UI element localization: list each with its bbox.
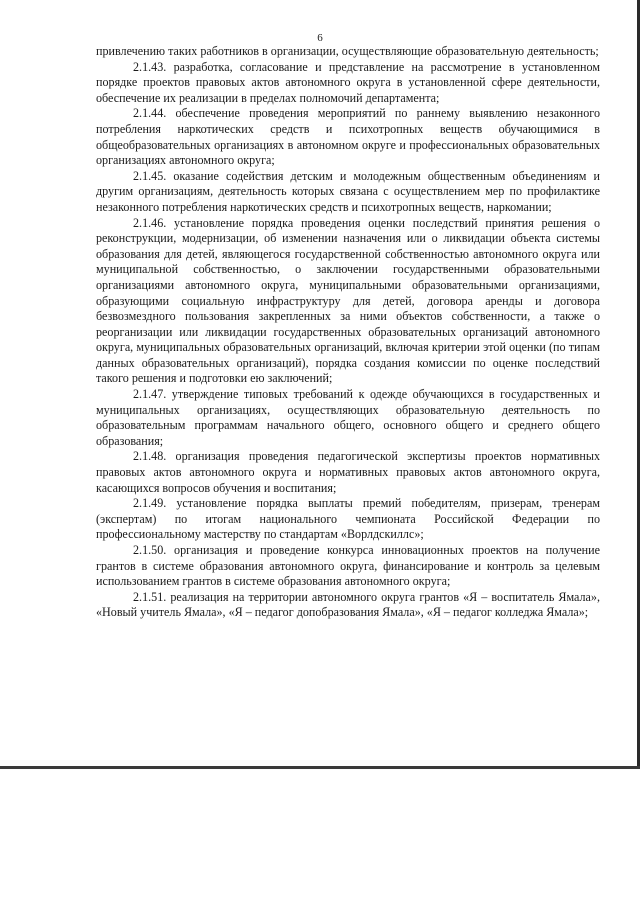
paragraph-continuation: привлечению таких работников в организации, осуществляющие образовательную деятельность; — [96, 44, 599, 58]
paragraph-2-1-44: 2.1.44. обеспечение проведения мероприятий по раннему выявлению незаконного потребления наркотических средств и психотропных веществ обучающимися в общеобразовательных организациях в автономном округе и профессиональных образовательных организациях автономного округа; — [96, 106, 600, 168]
scan-edge-bottom — [0, 766, 640, 769]
page-number: 6 — [317, 32, 323, 44]
paragraph-2-1-49: 2.1.49. установление порядка выплаты премий победителям, призерам, тренерам (экспертам) по итогам национального чемпионата Российской Федерации по профессиональному мастерству по стандартам «Ворлдскиллс»; — [96, 496, 600, 542]
paragraph-2-1-47: 2.1.47. утверждение типовых требований к одежде обучающихся в государственных и муниципальных организациях, осуществляющих образовательную деятельность по образовательным программам начального общего, основного общего и среднего общего образования; — [96, 387, 600, 448]
paragraph-2-1-43: 2.1.43. разработка, согласование и представление на рассмотрение в установленном порядке проектов правовых актов автономного округа в установленной сфере деятельности, обеспечение их реализации в пределах полномочий департамента; — [96, 59, 600, 105]
document-body — [96, 44, 600, 621]
paragraph-2-1-46: 2.1.46. установление порядка проведения оценки последствий принятия решения о реконструкции, модернизации, об изменении назначения или о ликвидации объекта системы образования для детей, являющегося государственной собственностью автономного округа или муниципальной собственностью, о заключении государственными образовательными организациями автономного округа, муниципальными образовательными организациями, образующими социальную инфраструктуру для детей, договора аренды и договора безвозмездного пользования закрепленных за ними объектов собственности, а также о реорганизации или ликвидации государственных образовательных организаций автономного округа, муниципальных образовательных организаций, включая критерии этой оценки (по типам данных образовательных организаций), порядка создания комиссии по оценке последствий такого решения и подготовки ею заключений; — [96, 215, 600, 386]
paragraph-2-1-45: 2.1.45. оказание содействия детским и молодежным общественным объединениям и другим организациям, деятельность которых связана с осуществлением мер по профилактике незаконного потребления наркотических средств и психотропных веществ, наркомании; — [96, 168, 600, 214]
paragraph-2-1-48: 2.1.48. организация проведения педагогической экспертизы проектов нормативных правовых актов автономного округа и нормативных правовых актов автономного округа, касающихся вопросов обучения и воспитания; — [96, 449, 600, 495]
paragraph-2-1-51: 2.1.51. реализация на территории автономного округа грантов «Я – воспитатель Ямала», «Новый учитель Ямала», «Я – педагог допобразования Ямала», «Я – педагог колледжа Ямала»; — [96, 589, 600, 620]
paragraph-2-1-50: 2.1.50. организация и проведение конкурса инновационных проектов на получение грантов в системе образования автономного округа, финансирование и контроль за целевым использованием грантов в системе образования автономного округа; — [96, 543, 600, 589]
